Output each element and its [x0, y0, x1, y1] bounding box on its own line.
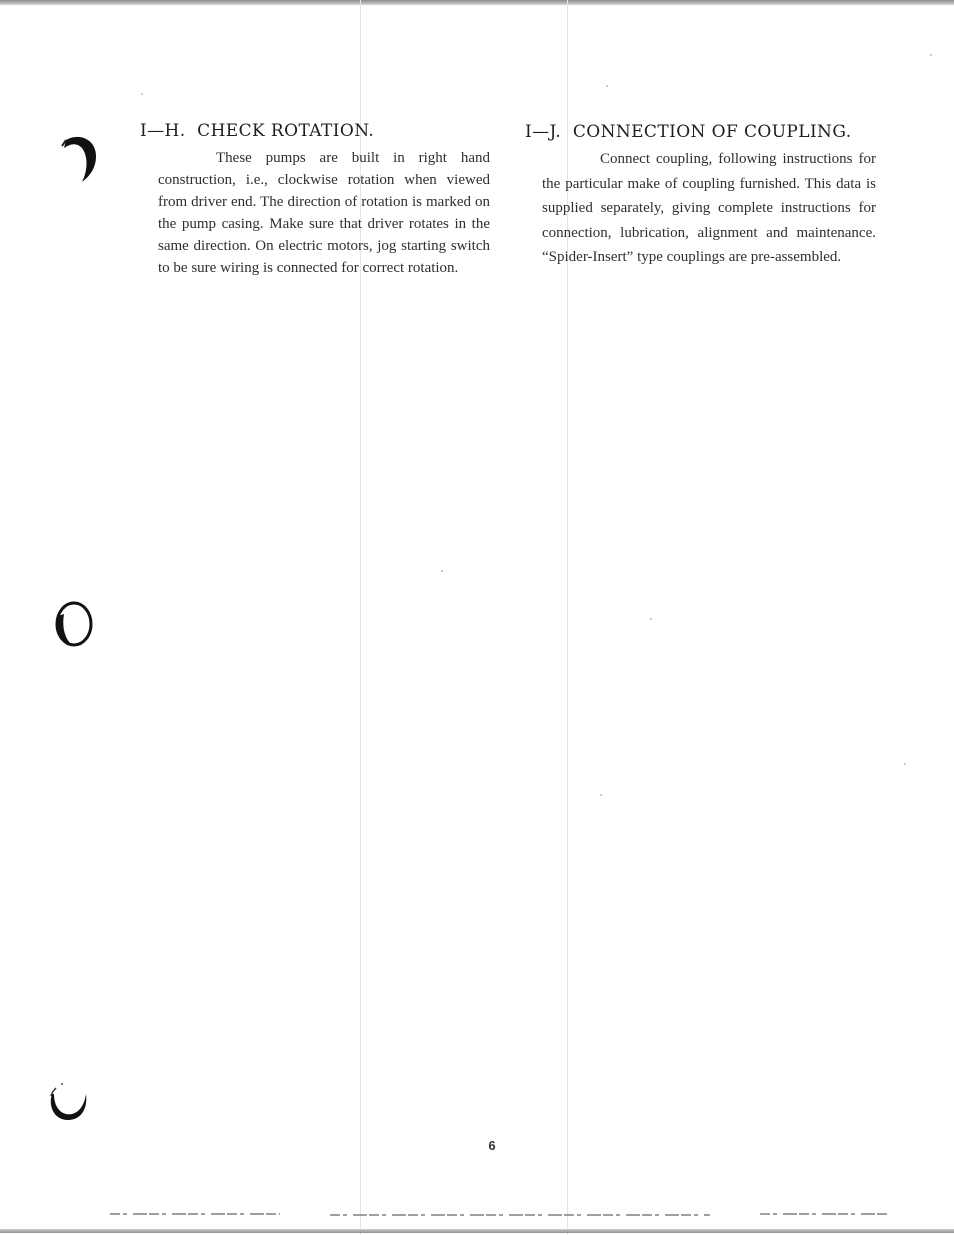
- scan-bottom-edge: [0, 1229, 954, 1233]
- section-title: CONNECTION OF COUPLING.: [572, 122, 852, 142]
- scan-speck: [650, 618, 652, 620]
- scan-top-edge: [0, 0, 954, 5]
- scan-speck: [930, 54, 932, 56]
- section-number: I—J.: [525, 122, 562, 142]
- scan-speck: [606, 85, 608, 87]
- section-heading: [525, 122, 877, 142]
- section-check-rotation: [140, 121, 492, 279]
- scan-speck: [441, 570, 443, 572]
- section-body: Connect coupling, following instructions for the particular make of coupling furnished. This data is supplied separately, giving complete instructions for connection, lubrication, alignment and maintenance. “Spider-Insert” type couplings are pre-assembled.: [542, 151, 876, 265]
- scan-speck: [904, 763, 906, 765]
- section-number: I—H.: [140, 121, 186, 141]
- section-connection-of-coupling: [525, 122, 877, 270]
- punch-hole-bottom-icon: [42, 1078, 94, 1128]
- punch-hole-middle-icon: [50, 596, 98, 652]
- section-title: CHECK ROTATION.: [197, 121, 375, 141]
- punch-hole-top-icon: [58, 130, 104, 186]
- scan-bottom-noise: [40, 1211, 910, 1219]
- section-body: These pumps are built in right hand construction, i.e., clockwise rotation when viewed from driver end. The direction of rotation is marked on the pump casing. Make sure that driver rotates in the same direction. On electric motors, jog starting switch to be sure wiring is connected for correct rotation.: [158, 150, 490, 276]
- scan-speck: [600, 794, 602, 796]
- scan-speck: [141, 93, 143, 95]
- page-number: 6: [488, 1138, 496, 1153]
- section-heading: [140, 121, 492, 141]
